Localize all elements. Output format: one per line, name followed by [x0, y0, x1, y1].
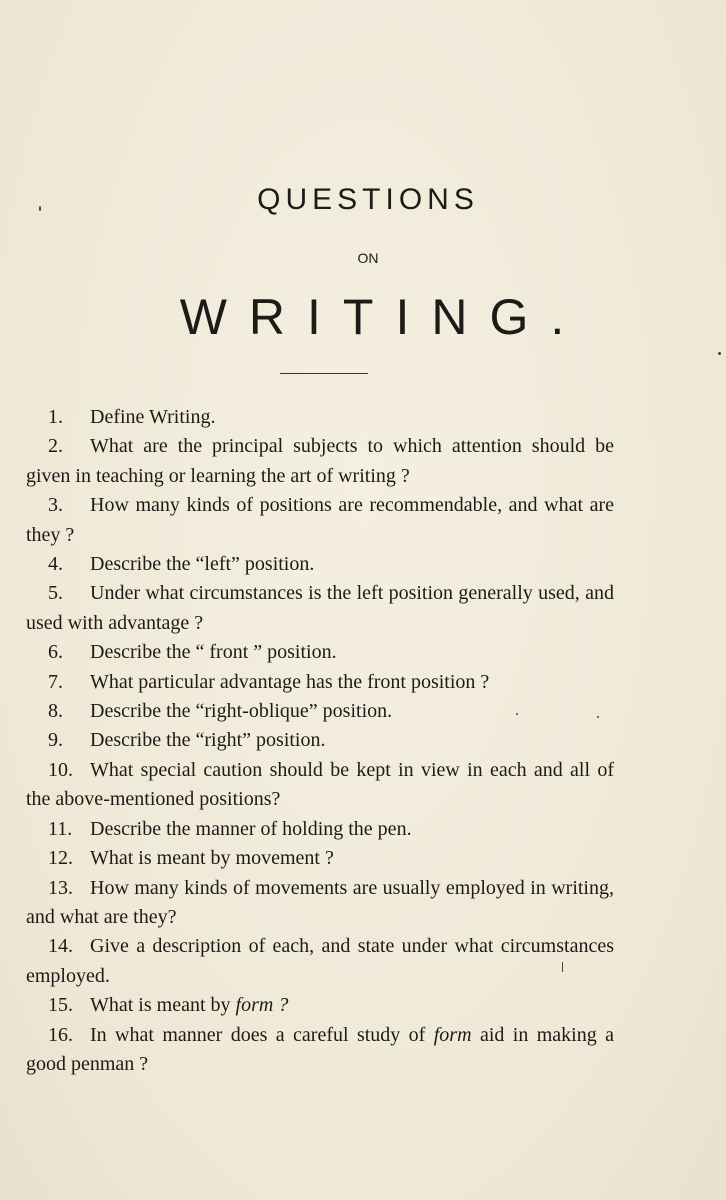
question-number: 13. — [48, 876, 73, 899]
question-15 — [26, 991, 614, 1020]
question-number: 7. — [48, 670, 63, 693]
question-text: Describe the “ front ” position. — [90, 641, 337, 664]
question-emphasis: form ? — [235, 994, 289, 1017]
question-text: Describe the “left” position. — [90, 553, 315, 576]
paper-speck — [597, 716, 599, 718]
question-text-after: aid in making a good penman ? — [26, 1023, 615, 1075]
question-text: Describe the manner of holding the pen. — [90, 817, 412, 840]
paper-speck — [516, 713, 518, 715]
question-number: 3. — [48, 494, 63, 517]
question-number: 14. — [48, 935, 73, 958]
question-text: How many kinds of positions are recommendable, and what are they ? — [26, 494, 614, 546]
question-10 — [26, 756, 614, 815]
question-9 — [26, 726, 614, 755]
question-2 — [26, 432, 614, 491]
question-1 — [26, 403, 614, 432]
question-text: What is meant by — [90, 994, 231, 1017]
question-text: How many kinds of movements are usually employed in writing, and what are they? — [26, 876, 614, 928]
question-7 — [26, 668, 614, 697]
question-number: 15. — [48, 994, 73, 1017]
heading-questions: QUESTIONS — [257, 183, 479, 216]
question-number: 10. — [48, 758, 73, 781]
question-14 — [26, 932, 614, 991]
question-13 — [26, 874, 614, 933]
question-number: 8. — [48, 700, 63, 723]
question-text: What is meant by movement ? — [90, 847, 334, 870]
question-text: In what manner does a careful study of — [90, 1023, 426, 1046]
question-text: Give a description of each, and state under what circumstances employed. — [26, 935, 614, 987]
question-number: 6. — [48, 641, 63, 664]
question-text: Describe the “right” position. — [90, 729, 326, 752]
heading-on: ON — [357, 250, 379, 266]
question-number: 12. — [48, 847, 73, 870]
question-4 — [26, 550, 614, 579]
question-12 — [26, 844, 614, 873]
question-text: What particular advantage has the front position ? — [90, 670, 490, 693]
paper-speck — [718, 352, 721, 355]
question-number: 16. — [48, 1023, 73, 1046]
question-text: What are the principal subjects to which attention should be given in teaching or learning the art of writing ? — [26, 435, 614, 487]
question-8 — [26, 697, 614, 726]
question-text: Define Writing. — [90, 406, 216, 428]
paper-speck — [562, 962, 563, 972]
question-list — [26, 403, 614, 1079]
title-divider — [280, 373, 368, 374]
question-number: 5. — [48, 582, 63, 605]
question-text: Describe the “right-oblique” position. — [90, 700, 393, 723]
question-emphasis: form — [433, 1023, 472, 1046]
question-number: 9. — [48, 729, 63, 752]
question-number: 4. — [48, 553, 63, 576]
question-3 — [26, 491, 614, 550]
question-11 — [26, 815, 614, 844]
question-number: 1. — [48, 406, 63, 428]
question-number: 2. — [48, 435, 63, 458]
question-5 — [26, 579, 614, 638]
question-text: What special caution should be kept in view in each and all of the above-mentioned positions? — [26, 758, 614, 811]
question-16 — [26, 1021, 614, 1080]
question-number: 11. — [48, 817, 73, 840]
question-text: Under what circumstances is the left position generally used, and used with advantage ? — [26, 582, 614, 634]
heading-writing: WRITING. — [179, 289, 587, 345]
paper-speck — [39, 206, 41, 211]
question-6 — [26, 638, 614, 667]
